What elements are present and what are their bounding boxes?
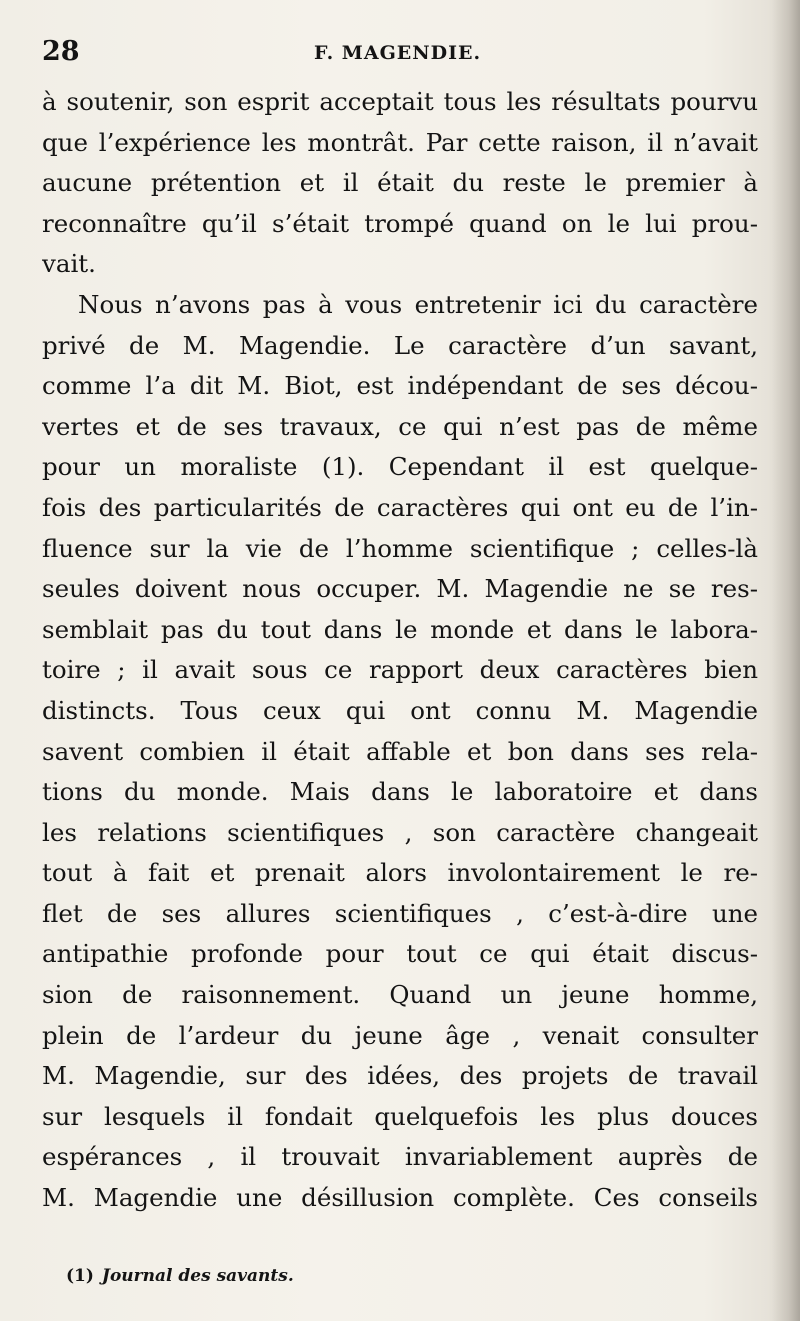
text-line: privé de M. Magendie. Le caractère d’un savant, <box>42 330 758 360</box>
text-line: sion de raisonnement. Quand un jeune homme, <box>42 980 758 1010</box>
text-line: Nous n’avons pas à vous entretenir ici du caractère <box>78 289 758 319</box>
text-line: que l’expérience les montrât. Par cette raison, il n’avait <box>42 127 758 157</box>
text-line: vait. <box>42 249 96 279</box>
running-title: F. MAGENDIE. <box>314 42 482 64</box>
text-line: toire ; il avait sous ce rapport deux caractères bien <box>42 655 758 685</box>
footnote-marker: (1) <box>66 1266 94 1286</box>
text-line: M. Magendie, sur des idées, des projets de travail <box>42 1061 758 1091</box>
text-line: savent combien il était affable et bon dans ses rela- <box>42 736 758 766</box>
text-line: les relations scientifiques , son caractère changeait <box>42 817 758 847</box>
text-line: plein de l’ardeur du jeune âge , venait consulter <box>42 1020 758 1050</box>
text-line: fois des particularités de caractères qui ont eu de l’in- <box>42 492 758 522</box>
text-line: M. Magendie une désillusion complète. Ces conseils <box>42 1183 758 1213</box>
text-line: aucune prétention et il était du reste le premier à <box>42 168 758 198</box>
text-line: semblait pas du tout dans le monde et dans le labora- <box>42 614 758 644</box>
text-line: reconnaître qu’il s’était trompé quand on le lui prou- <box>42 208 758 238</box>
text-line: pour un moraliste (1). Cependant il est quelque- <box>42 452 758 482</box>
text-line: comme l’a dit M. Biot, est indépendant de ses décou- <box>42 371 758 401</box>
body-text <box>42 82 758 1219</box>
text-line: seules doivent nous occuper. M. Magendie ne se res- <box>42 574 758 604</box>
text-line: à soutenir, son esprit acceptait tous les résultats pourvu <box>42 87 758 116</box>
text-line: vertes et de ses travaux, ce qui n’est pas de même <box>42 411 758 441</box>
footnote <box>66 1264 294 1288</box>
page-number: 28 <box>42 36 80 67</box>
footnote-text: Journal des savants. <box>101 1266 294 1286</box>
text-line: flet de ses allures scientifiques , c’est-à-dire une <box>42 898 758 928</box>
page-edge-shadow <box>772 0 800 1321</box>
text-line: tions du monde. Mais dans le laboratoire et dans <box>42 777 758 807</box>
text-line: espérances , il trouvait invariablement auprès de <box>42 1142 758 1172</box>
text-line: sur lesquels il fondait quelquefois les plus douces <box>42 1101 758 1131</box>
text-line: fluence sur la vie de l’homme scientifique ; celles-là <box>42 533 758 563</box>
running-head <box>42 34 758 70</box>
text-line: antipathie profonde pour tout ce qui était discus- <box>42 939 758 969</box>
text-line: tout à fait et prenait alors involontairement le re- <box>42 858 758 888</box>
text-line: distincts. Tous ceux qui ont connu M. Magendie <box>42 695 758 725</box>
